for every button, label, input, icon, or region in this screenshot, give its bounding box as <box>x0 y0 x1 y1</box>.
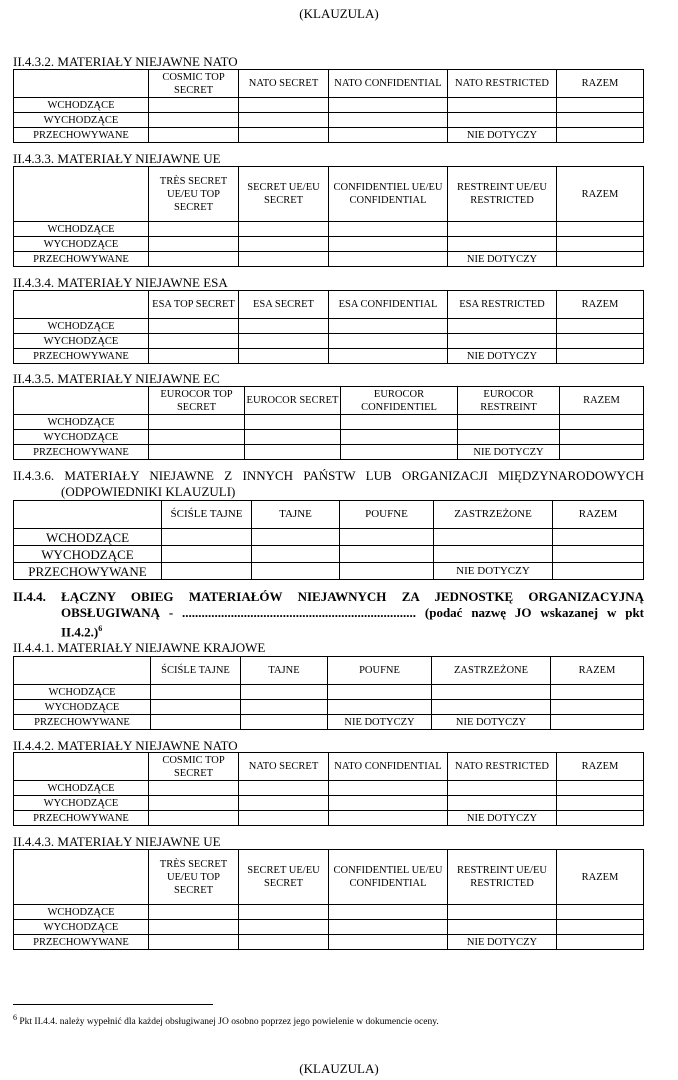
corner-cell <box>14 70 149 98</box>
input-cell[interactable] <box>340 546 434 563</box>
row-label: WCHODZĄCE <box>14 319 149 334</box>
input-cell[interactable] <box>239 113 329 128</box>
input-cell[interactable] <box>239 349 329 364</box>
col-header: CONFIDENTIEL UE/EU CONFIDENTIAL <box>329 167 448 222</box>
input-cell[interactable] <box>329 935 448 950</box>
footnote <box>13 1013 439 1027</box>
input-cell[interactable] <box>448 113 557 128</box>
row-label: PRZECHOWYWANE <box>14 563 162 580</box>
input-cell[interactable] <box>560 415 644 430</box>
section-title-4435: II.4.3.5. MATERIAŁY NIEJAWNE EC <box>13 371 220 386</box>
input-cell[interactable] <box>329 781 448 796</box>
row-label: WYCHODZĄCE <box>14 430 149 445</box>
row-label: WCHODZĄCE <box>14 98 149 113</box>
col-header: COSMIC TOP SECRET <box>149 753 239 781</box>
col-header: EUROCOR RESTREINT <box>458 387 560 415</box>
input-cell[interactable] <box>149 811 239 826</box>
input-cell[interactable] <box>560 445 644 460</box>
input-cell[interactable] <box>458 415 560 430</box>
section-title-4441: II.4.4.1. MATERIAŁY NIEJAWNE KRAJOWE <box>13 640 266 655</box>
input-cell[interactable] <box>560 430 644 445</box>
input-cell[interactable] <box>239 319 329 334</box>
footnote-mark: 6 <box>13 1013 17 1022</box>
input-cell[interactable] <box>239 334 329 349</box>
input-cell[interactable] <box>149 237 239 252</box>
input-cell[interactable] <box>432 700 551 715</box>
col-header-total: RAZEM <box>557 70 644 98</box>
row-label: PRZECHOWYWANE <box>14 811 149 826</box>
table-4433 <box>13 166 644 267</box>
not-applicable-cell: NIE DOTYCZY <box>448 811 557 826</box>
input-cell[interactable] <box>149 319 239 334</box>
input-cell[interactable] <box>149 349 239 364</box>
col-header: POUFNE <box>340 501 434 529</box>
footnote-ref[interactable]: 6 <box>98 624 103 633</box>
input-cell[interactable] <box>241 715 328 730</box>
col-header: EUROCOR CONFIDENTIEL <box>341 387 458 415</box>
input-cell[interactable] <box>149 796 239 811</box>
col-header: NATO CONFIDENTIAL <box>329 753 448 781</box>
corner-cell <box>14 167 149 222</box>
col-header: POUFNE <box>328 657 432 685</box>
col-header: ESA SECRET <box>239 291 329 319</box>
section-title-4433: II.4.3.3. MATERIAŁY NIEJAWNE UE <box>13 151 221 166</box>
input-cell[interactable] <box>329 252 448 267</box>
input-cell[interactable] <box>239 905 329 920</box>
input-cell[interactable] <box>162 529 252 546</box>
not-applicable-cell: NIE DOTYCZY <box>328 715 432 730</box>
input-cell[interactable] <box>149 252 239 267</box>
input-cell[interactable] <box>239 252 329 267</box>
col-header: ŚCIŚLE TAJNE <box>162 501 252 529</box>
input-cell[interactable] <box>239 237 329 252</box>
col-header: ESA RESTRICTED <box>448 291 557 319</box>
col-header-total: RAZEM <box>557 850 644 905</box>
input-cell[interactable] <box>328 700 432 715</box>
input-cell[interactable] <box>557 113 644 128</box>
input-cell[interactable] <box>252 529 340 546</box>
input-cell[interactable] <box>448 905 557 920</box>
col-header-total: RAZEM <box>551 657 644 685</box>
section-title-4442: II.4.4.2. MATERIAŁY NIEJAWNE NATO <box>13 738 238 753</box>
row-label: WYCHODZĄCE <box>14 920 149 935</box>
input-cell[interactable] <box>149 920 239 935</box>
input-cell[interactable] <box>557 222 644 237</box>
input-cell[interactable] <box>149 905 239 920</box>
input-cell[interactable] <box>557 935 644 950</box>
input-cell[interactable] <box>245 430 341 445</box>
input-cell[interactable] <box>239 935 329 950</box>
col-header: ESA CONFIDENTIAL <box>329 291 448 319</box>
section-title-4443: II.4.4.3. MATERIAŁY NIEJAWNE UE <box>13 834 221 849</box>
input-cell[interactable] <box>239 222 329 237</box>
col-header: RESTREINT UE/EU RESTRICTED <box>448 850 557 905</box>
input-cell[interactable] <box>448 334 557 349</box>
input-cell[interactable] <box>239 98 329 113</box>
col-header: ZASTRZEŻONE <box>432 657 551 685</box>
not-applicable-cell: NIE DOTYCZY <box>448 128 557 143</box>
col-header: CONFIDENTIEL UE/EU CONFIDENTIAL <box>329 850 448 905</box>
input-cell[interactable] <box>149 222 239 237</box>
input-cell[interactable] <box>245 415 341 430</box>
input-cell[interactable] <box>448 796 557 811</box>
corner-cell <box>14 850 149 905</box>
input-cell[interactable] <box>432 685 551 700</box>
corner-cell <box>14 291 149 319</box>
row-label: PRZECHOWYWANE <box>14 935 149 950</box>
col-header: NATO RESTRICTED <box>448 753 557 781</box>
section-title-4436 <box>13 468 644 500</box>
section-title-44-line1: II.4.4. ŁĄCZNY OBIEG MATERIAŁÓW NIEJAWNYCH ZA JEDNOSTKĘ ORGANIZACYJNĄ <box>13 589 644 604</box>
section-title-44-line2: OBSŁUGIWANĄ - ........................................................................ (podać nazwę JO wskazanej w pkt <box>61 605 644 620</box>
input-cell[interactable] <box>149 430 245 445</box>
table-4441 <box>13 656 644 730</box>
col-header-total: RAZEM <box>557 753 644 781</box>
input-cell[interactable] <box>553 546 644 563</box>
col-header: ZASTRZEŻONE <box>434 501 553 529</box>
footer-clause: (KLAUZULA) <box>299 1061 379 1076</box>
corner-cell <box>14 501 162 529</box>
input-cell[interactable] <box>149 935 239 950</box>
col-header-total: RAZEM <box>557 167 644 222</box>
input-cell[interactable] <box>551 685 644 700</box>
row-label: PRZECHOWYWANE <box>14 349 149 364</box>
input-cell[interactable] <box>149 113 239 128</box>
row-label: WCHODZĄCE <box>14 415 149 430</box>
row-label: PRZECHOWYWANE <box>14 715 151 730</box>
input-cell[interactable] <box>329 334 448 349</box>
table-4443 <box>13 849 644 950</box>
col-header-total: RAZEM <box>557 291 644 319</box>
input-cell[interactable] <box>341 415 458 430</box>
input-cell[interactable] <box>162 563 252 580</box>
input-cell[interactable] <box>434 546 553 563</box>
input-cell[interactable] <box>328 685 432 700</box>
col-header: TAJNE <box>252 501 340 529</box>
row-label: WYCHODZĄCE <box>14 546 162 563</box>
col-header-total: RAZEM <box>560 387 644 415</box>
input-cell[interactable] <box>557 334 644 349</box>
col-header: NATO CONFIDENTIAL <box>329 70 448 98</box>
row-label: WCHODZĄCE <box>14 781 149 796</box>
col-header: TRÈS SECRET UE/EU TOP SECRET <box>149 850 239 905</box>
input-cell[interactable] <box>329 920 448 935</box>
input-cell[interactable] <box>557 781 644 796</box>
input-cell[interactable] <box>329 905 448 920</box>
input-cell[interactable] <box>340 563 434 580</box>
input-cell[interactable] <box>341 430 458 445</box>
section-title-4436-line2: (ODPOWIEDNIKI KLAUZULI) <box>61 484 236 499</box>
row-label: WCHODZĄCE <box>14 905 149 920</box>
row-label: WYCHODZĄCE <box>14 334 149 349</box>
section-title-44-line3 <box>13 621 644 640</box>
input-cell[interactable] <box>162 546 252 563</box>
input-cell[interactable] <box>252 546 340 563</box>
section-title-4436-line1: II.4.3.6. MATERIAŁY NIEJAWNE Z INNYCH PAŃSTW LUB ORGANIZACJI MIĘDZYNARODOWYCH <box>13 468 644 483</box>
input-cell[interactable] <box>557 796 644 811</box>
table-4432 <box>13 69 644 143</box>
input-cell[interactable] <box>329 98 448 113</box>
col-header: TRÈS SECRET UE/EU TOP SECRET <box>149 167 239 222</box>
input-cell[interactable] <box>448 920 557 935</box>
input-cell[interactable] <box>241 685 328 700</box>
input-cell[interactable] <box>151 685 241 700</box>
input-cell[interactable] <box>329 349 448 364</box>
row-label: PRZECHOWYWANE <box>14 252 149 267</box>
col-header: SECRET UE/EU SECRET <box>239 850 329 905</box>
input-cell[interactable] <box>340 529 434 546</box>
not-applicable-cell: NIE DOTYCZY <box>448 935 557 950</box>
input-cell[interactable] <box>149 781 239 796</box>
input-cell[interactable] <box>252 563 340 580</box>
table-4436 <box>13 500 644 580</box>
footnote-separator <box>13 1004 213 1005</box>
input-cell[interactable] <box>149 445 245 460</box>
input-cell[interactable] <box>557 252 644 267</box>
input-cell[interactable] <box>557 811 644 826</box>
input-cell[interactable] <box>329 796 448 811</box>
input-cell[interactable] <box>239 796 329 811</box>
input-cell[interactable] <box>329 222 448 237</box>
col-header: NATO SECRET <box>239 70 329 98</box>
row-label: WYCHODZĄCE <box>14 700 151 715</box>
input-cell[interactable] <box>151 700 241 715</box>
section-title-44 <box>13 589 644 640</box>
row-label: WYCHODZĄCE <box>14 796 149 811</box>
corner-cell <box>14 657 151 685</box>
input-cell[interactable] <box>448 237 557 252</box>
input-cell[interactable] <box>434 529 553 546</box>
input-cell[interactable] <box>553 529 644 546</box>
input-cell[interactable] <box>448 781 557 796</box>
input-cell[interactable] <box>149 415 245 430</box>
row-label: PRZECHOWYWANE <box>14 128 149 143</box>
input-cell[interactable] <box>245 445 341 460</box>
input-cell[interactable] <box>151 715 241 730</box>
row-label: WYCHODZĄCE <box>14 237 149 252</box>
section-title-44-line3-text: II.4.2.) <box>61 624 99 640</box>
input-cell[interactable] <box>329 113 448 128</box>
input-cell[interactable] <box>448 222 557 237</box>
footnote-text: Pkt II.4.4. należy wypełnić dla każdej obsługiwanej JO osobno poprzez jego powielenie w dokumencie oceny. <box>19 1017 439 1028</box>
input-cell[interactable] <box>557 98 644 113</box>
table-4435 <box>13 386 644 460</box>
input-cell[interactable] <box>557 319 644 334</box>
input-cell[interactable] <box>329 128 448 143</box>
input-cell[interactable] <box>448 319 557 334</box>
input-cell[interactable] <box>239 811 329 826</box>
input-cell[interactable] <box>557 237 644 252</box>
section-title-4434: II.4.3.4. MATERIAŁY NIEJAWNE ESA <box>13 275 228 290</box>
not-applicable-cell: NIE DOTYCZY <box>434 563 553 580</box>
input-cell[interactable] <box>329 237 448 252</box>
not-applicable-cell: NIE DOTYCZY <box>448 252 557 267</box>
not-applicable-cell: NIE DOTYCZY <box>432 715 551 730</box>
input-cell[interactable] <box>557 128 644 143</box>
col-header: RESTREINT UE/EU RESTRICTED <box>448 167 557 222</box>
input-cell[interactable] <box>557 905 644 920</box>
col-header: COSMIC TOP SECRET <box>149 70 239 98</box>
not-applicable-cell: NIE DOTYCZY <box>458 445 560 460</box>
input-cell[interactable] <box>557 349 644 364</box>
input-cell[interactable] <box>458 430 560 445</box>
input-cell[interactable] <box>241 700 328 715</box>
header-clause: (KLAUZULA) <box>299 6 379 21</box>
row-label: WCHODZĄCE <box>14 222 149 237</box>
not-applicable-cell: NIE DOTYCZY <box>448 349 557 364</box>
col-header: ŚCIŚLE TAJNE <box>151 657 241 685</box>
col-header: NATO SECRET <box>239 753 329 781</box>
input-cell[interactable] <box>553 563 644 580</box>
col-header: SECRET UE/EU SECRET <box>239 167 329 222</box>
input-cell[interactable] <box>551 700 644 715</box>
col-header-total: RAZEM <box>553 501 644 529</box>
row-label: WCHODZĄCE <box>14 685 151 700</box>
input-cell[interactable] <box>329 319 448 334</box>
col-header: EUROCOR SECRET <box>245 387 341 415</box>
input-cell[interactable] <box>341 445 458 460</box>
input-cell[interactable] <box>557 920 644 935</box>
row-label: PRZECHOWYWANE <box>14 445 149 460</box>
input-cell[interactable] <box>239 128 329 143</box>
col-header: TAJNE <box>241 657 328 685</box>
input-cell[interactable] <box>149 128 239 143</box>
row-label: WYCHODZĄCE <box>14 113 149 128</box>
section-title-4432: II.4.3.2. MATERIAŁY NIEJAWNE NATO <box>13 54 238 69</box>
col-header: ESA TOP SECRET <box>149 291 239 319</box>
corner-cell <box>14 387 149 415</box>
input-cell[interactable] <box>149 334 239 349</box>
input-cell[interactable] <box>448 98 557 113</box>
col-header: EUROCOR TOP SECRET <box>149 387 245 415</box>
table-4434 <box>13 290 644 364</box>
input-cell[interactable] <box>329 811 448 826</box>
input-cell[interactable] <box>239 920 329 935</box>
input-cell[interactable] <box>149 98 239 113</box>
input-cell[interactable] <box>239 781 329 796</box>
col-header: NATO RESTRICTED <box>448 70 557 98</box>
input-cell[interactable] <box>551 715 644 730</box>
table-4442 <box>13 752 644 826</box>
row-label: WCHODZĄCE <box>14 529 162 546</box>
corner-cell <box>14 753 149 781</box>
